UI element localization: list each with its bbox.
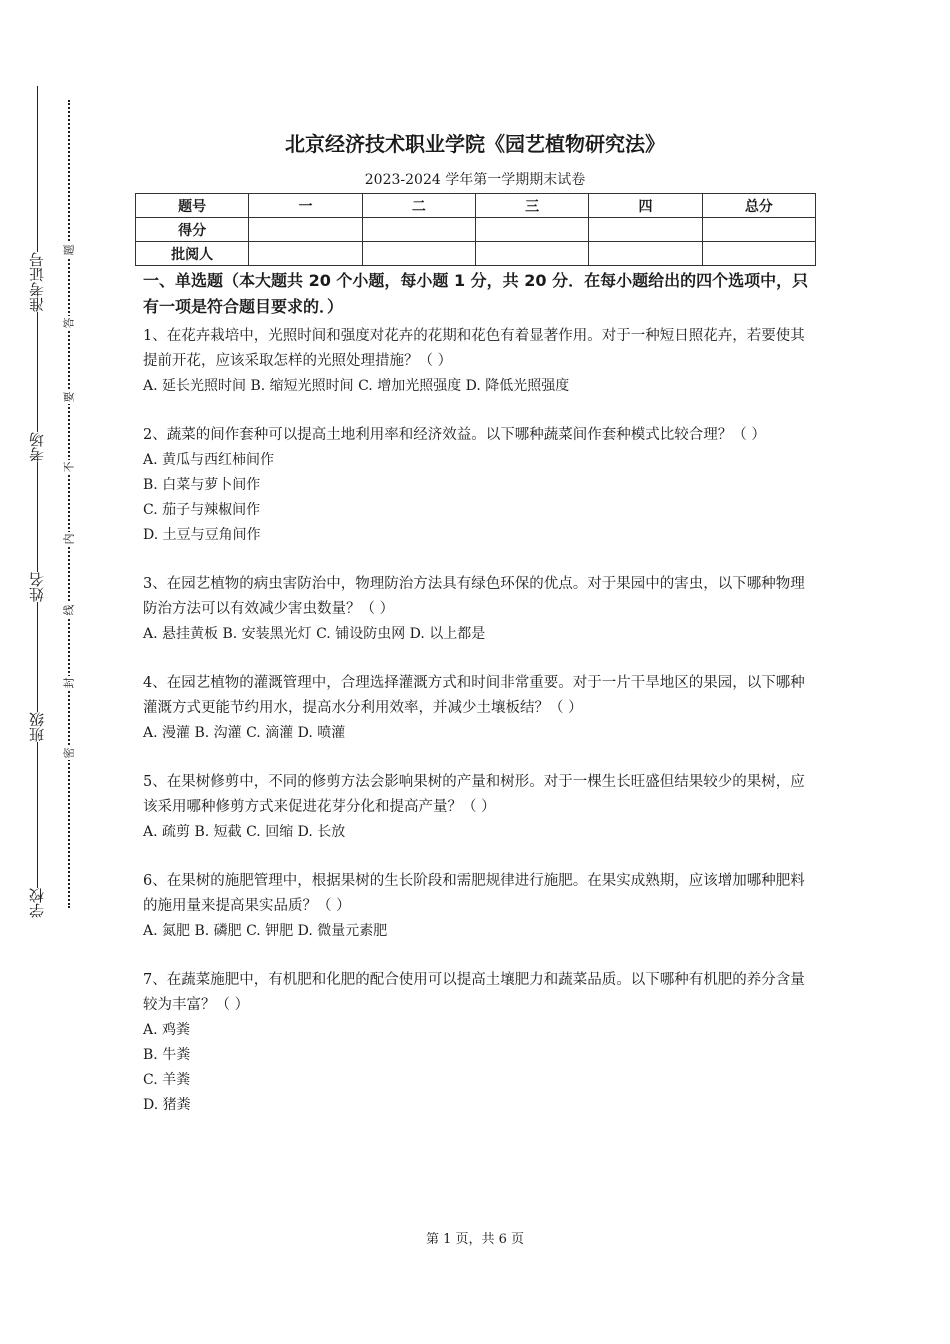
score-cell: 一	[249, 194, 362, 218]
score-table-row	[136, 194, 816, 218]
score-table-row	[136, 218, 816, 242]
score-cell: 总分	[702, 194, 815, 218]
question-6	[143, 869, 818, 944]
option-c: C. 羊粪	[143, 1072, 191, 1088]
question-3	[143, 572, 818, 647]
page-title: 北京经济技术职业学院《园艺植物研究法》	[285, 132, 665, 156]
question-stem: 3、在园艺植物的病虫害防治中，物理防治方法具有绿色环保的优点。对于果园中的害虫，以下哪种物理防治方法可以有效减少害虫数量？（ ）	[143, 576, 805, 617]
seal-char: 线	[59, 603, 79, 617]
score-cell	[249, 242, 362, 266]
score-table-row	[136, 242, 816, 266]
score-cell	[702, 242, 815, 266]
option-a: A. 鸡粪	[143, 1022, 191, 1038]
option-d: D. 土豆与豆角间作	[143, 527, 261, 543]
question-stem: 7、在蔬菜施肥中，有机肥和化肥的配合使用可以提高土壤肥力和蔬菜品质。以下哪种有机肥的养分含量较为丰富？（ ）	[143, 972, 805, 1013]
seal-char: 要	[59, 390, 79, 404]
question-options: A. 疏剪 B. 短截 C. 回缩 D. 长放	[143, 824, 346, 840]
exam-subtitle: 2023-2024 学年第一学期期末试卷	[364, 172, 586, 188]
score-cell: 得分	[136, 218, 249, 242]
option-a: A. 黄瓜与西红柿间作	[143, 452, 275, 468]
score-cell	[475, 218, 588, 242]
question-options: A. 氮肥 B. 磷肥 C. 钾肥 D. 微量元素肥	[143, 923, 388, 939]
seal-char: 内	[59, 532, 79, 546]
seal-char: 不	[59, 460, 79, 474]
question-4	[143, 671, 818, 746]
seal-char: 答	[59, 316, 79, 330]
score-cell: 批阅人	[136, 242, 249, 266]
question-1	[143, 324, 818, 399]
score-cell	[362, 242, 475, 266]
question-list	[143, 268, 818, 1142]
exam-number-label: 准考证号	[22, 252, 52, 312]
score-cell	[362, 218, 475, 242]
seal-char: 题	[59, 243, 79, 257]
score-cell: 题号	[136, 194, 249, 218]
seal-char: 密	[59, 746, 79, 760]
option-b: B. 牛粪	[143, 1047, 191, 1063]
binding-dotted-line	[68, 100, 70, 908]
class-label: 班级	[22, 712, 52, 742]
binding-solid-line	[37, 86, 38, 906]
school-label: 学校	[22, 888, 52, 918]
section-title: 一、单选题（本大题共 20 个小题，每小题 1 分，共 20 分．在每小题给出的四个选项中，只有一项是符合题目要求的．）	[143, 271, 809, 316]
question-options: A. 延长光照时间 B. 缩短光照时间 C. 增加光照强度 D. 降低光照强度	[143, 378, 570, 394]
option-b: B. 白菜与萝卜间作	[143, 477, 261, 493]
score-cell	[589, 242, 702, 266]
question-stem: 1、在花卉栽培中，光照时间和强度对花卉的花期和花色有着显著作用。对于一种短日照花卉，若要使其提前开花，应该采取怎样的光照处理措施？（ ）	[143, 328, 805, 369]
name-label: 姓名	[22, 572, 52, 602]
question-stem: 5、在果树修剪中，不同的修剪方法会影响果树的产量和树形。对于一棵生长旺盛但结果较少的果树，应该采用哪种修剪方式来促进花芽分化和提高产量？（ ）	[143, 774, 805, 815]
score-cell: 四	[589, 194, 702, 218]
score-cell	[589, 218, 702, 242]
score-table	[135, 193, 816, 266]
question-stem: 6、在果树的施肥管理中，根据果树的生长阶段和需肥规律进行施肥。在果实成熟期，应该增加哪种肥料的施用量来提高果实品质？（ ）	[143, 873, 805, 914]
score-cell: 三	[475, 194, 588, 218]
question-7	[143, 968, 818, 1118]
option-d: D. 猪粪	[143, 1097, 191, 1113]
score-cell	[475, 242, 588, 266]
score-cell	[249, 218, 362, 242]
seal-char: 封	[59, 676, 79, 690]
page-number: 第 1 页，共 6 页	[425, 1232, 525, 1247]
question-stem: 4、在园艺植物的灌溉管理中，合理选择灌溉方式和时间非常重要。对于一片干旱地区的果园，以下哪种灌溉方式更能节约用水，提高水分利用效率，并减少土壤板结？（ ）	[143, 675, 805, 716]
question-options: A. 悬挂黄板 B. 安装黑光灯 C. 铺设防虫网 D. 以上都是	[143, 626, 486, 642]
question-2	[143, 423, 818, 548]
question-5	[143, 770, 818, 845]
score-cell: 二	[362, 194, 475, 218]
question-options: A. 漫灌 B. 沟灌 C. 滴灌 D. 喷灌	[143, 725, 346, 741]
option-c: C. 茄子与辣椒间作	[143, 502, 261, 518]
question-stem: 2、蔬菜的间作套种可以提高土地利用率和经济效益。以下哪种蔬菜间作套种模式比较合理？（ ）	[143, 427, 766, 443]
exam-room-label: 考场	[22, 432, 52, 462]
score-cell	[702, 218, 815, 242]
